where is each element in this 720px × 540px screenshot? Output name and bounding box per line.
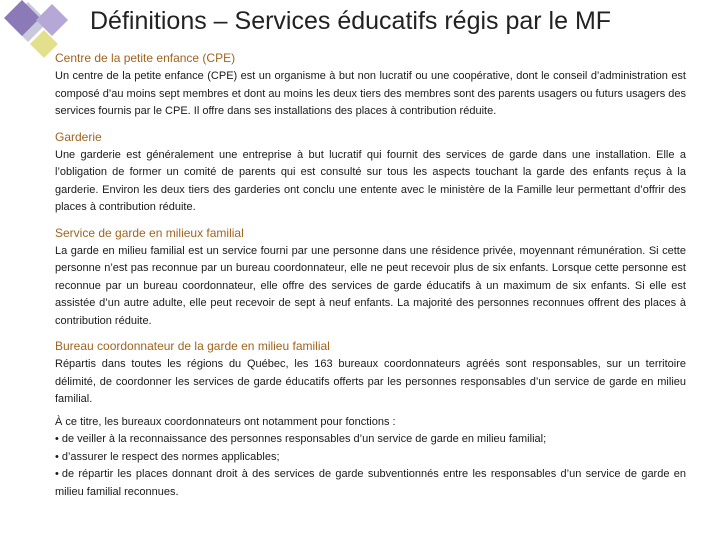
page-title: Définitions – Services éducatifs régis par le MF [90,7,612,35]
list-item-text: de répartir les places donnant droit à des services de garde subventionnés entre les responsables d’un service de garde en milieu familial reconnues. [55,468,686,498]
bullet-icon: • [55,450,59,463]
definitions-content [55,50,686,509]
list-item [55,431,686,449]
section-paragraph: La garde en milieu familial est un service fourni par une personne dans une résidence privée, moyennant rémunération. Si cette personne n’est pas reconnue par un bureau coordonnateur, elle ne peut recevoir plus de six enfants. Lorsque cette personne est reconnue par un bureau coordonnateur, elle offre des services de garde éducatifs à un maximum de six enfants. Si elle est assistée d’un autre adulte, elle peut recevoir de sept à neuf enfants. La majorité des personnes reconnues offrent des places à contribution réduite. [55,244,686,327]
section-garderie [55,129,686,217]
functions-list [55,431,686,501]
section-paragraph: Répartis dans toutes les régions du Québec, les 163 bureaux coordonnateurs agréés sont responsables, sur un territoire délimité, de coordonner les services de garde éducatifs offerts par les personnes responsables d’un service de garde en milieu familial. [55,358,686,405]
section-heading: Bureau coordonnateur de la garde en milieu familial [55,339,330,353]
section-milieu-familial [55,225,686,331]
bullet-icon: • [55,468,59,480]
section-bureau-coordonnateur [55,338,686,501]
list-item [55,449,686,467]
section-heading: Garderie [55,129,102,144]
diamond-lavender [36,4,68,36]
section-paragraph: Un centre de la petite enfance (CPE) est un organisme à but non lucratif ou une coopérative, dont le conseil d’administration est composé d’au moins sept membres et dont au moins les deux tiers des membres sont des parents usagers ou futurs usagers des services fournis par le CPE. Il offre dans ses installations des places à contribution réduite. [55,70,686,117]
section-heading: Service de garde en milieux familial [55,225,244,240]
list-item-text: de veiller à la reconnaissance des personnes responsables d’un service de garde en milieu familial; [61,433,547,445]
section-paragraph: Une garderie est généralement une entreprise à but lucratif qui fournit des services de garde dans une installation. Elle a l’obligation de former un comité de parents qui est consulté sur tous les aspects touchant la garde des enfants reçus à la garderie. Environ les deux tiers des garderies ont conclu une entente avec le ministère de la Famille leur permettant d’offrir des places à contribution réduite. [55,148,686,213]
bullet-icon: • [55,433,59,445]
section-paragraph: À ce titre, les bureaux coordonnateurs ont notamment pour fonctions : [55,415,396,428]
section-cpe [55,50,686,121]
list-item [55,466,686,501]
list-item-text: d’assurer le respect des normes applicables; [61,450,280,463]
section-heading: Centre de la petite enfance (CPE) [55,51,236,65]
